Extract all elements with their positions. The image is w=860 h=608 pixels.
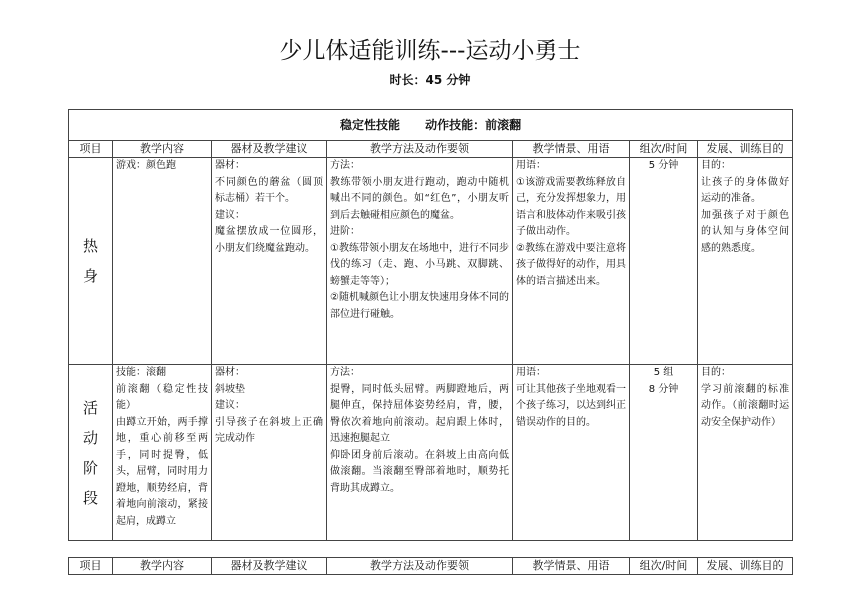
skill-banner: 稳定性技能 动作技能：前滚翻 xyxy=(69,110,793,141)
stage-cell: 活 动 阶 段 xyxy=(69,365,113,541)
header-cell: 组次/时间 xyxy=(630,558,698,575)
repeated-header-table xyxy=(68,557,793,575)
purpose-cell: 目的： 让孩子的身体做好运动的准备。 加强孩子对于颜色的认知与身体空间感的熟悉度。 xyxy=(698,158,793,365)
method-cell: 方法： 教练带领小朋友进行跑动，跑动中随机喊出不同的颜色。如“红色”，小朋友听到后去触碰相应颜色的魔盆。 进阶： ①教练带领小朋友在场地中，进行不同步伐的练习（走、跑、小马跳、双脚跳、螃蟹走等等）； ②随机喊颜色让小朋友快速用身体不同的部位进行碰触。 xyxy=(327,158,513,365)
scenario-cell: 用语： 可让其他孩子坐地观看一个孩子练习，以达到纠正错误动作的目的。 xyxy=(513,365,630,541)
table-row-activity xyxy=(69,365,793,541)
equipment-cell: 器材： 斜坡垫 建议： 引导孩子在斜坡上正确完成动作 xyxy=(212,365,327,541)
header-cell: 发展、训练目的 xyxy=(698,558,793,575)
header-cell: 发展、训练目的 xyxy=(698,141,793,158)
header-cell: 项目 xyxy=(69,558,113,575)
header-cell: 项目 xyxy=(69,141,113,158)
header-cell: 教学情景、用语 xyxy=(513,141,630,158)
header-row xyxy=(69,558,793,575)
time-cell: 5 分钟 xyxy=(630,158,698,365)
equipment-cell: 器材： 不同颜色的蘑盆（圆顶标志桶）若干个。 建议： 魔盆摆放成一位圆形，小朋友们绕魔盆跑动。 xyxy=(212,158,327,365)
header-cell: 教学方法及动作要领 xyxy=(327,558,513,575)
document-title: 少儿体适能训练---运动小勇士 xyxy=(279,38,581,64)
scenario-cell: 用语： ①该游戏需要教练释放自己，充分发挥想象力，用语言和肢体动作来吸引孩子做出动作。 ②教练在游戏中要注意将孩子做得好的动作，用具体的语言描述出来。 xyxy=(513,158,630,365)
time-cell: 5 组 8 分钟 xyxy=(630,365,698,541)
header-cell: 教学内容 xyxy=(113,141,212,158)
lesson-plan-table xyxy=(68,109,793,541)
table-row-warmup xyxy=(69,158,793,365)
header-cell: 组次/时间 xyxy=(630,141,698,158)
header-cell: 器材及教学建议 xyxy=(212,558,327,575)
purpose-cell: 目的： 学习前滚翻的标准动作。（前滚翻时运动安全保护动作） xyxy=(698,365,793,541)
duration-label: 时长：45 分钟 xyxy=(389,73,471,87)
header-row xyxy=(69,141,793,158)
header-cell: 教学内容 xyxy=(113,558,212,575)
content-cell: 技能：滚翻 前滚翻（稳定性技能） 由蹲立开始，两手撑地，重心前移至两手，同时提臀，低头，屈臂，同时用力蹬地，顺势经肩，背着地向前滚动，紧接起肩，成蹲立 xyxy=(113,365,212,541)
header-cell: 教学情景、用语 xyxy=(513,558,630,575)
stage-cell: 热 身 xyxy=(69,158,113,365)
header-cell: 教学方法及动作要领 xyxy=(327,141,513,158)
header-cell: 器材及教学建议 xyxy=(212,141,327,158)
content-cell: 游戏：颜色跑 xyxy=(113,158,212,365)
method-cell: 方法： 提臀，同时低头屈臂。两脚蹬地后，两腿伸直，保持屈体姿势经肩，背，腰，臀依次着地向前滚动。起肩跟上体时，迅速抱腿起立 仰卧团身前后滚动。在斜坡上由高向低做滚翻。当滚翻至臀部着地时，顺势托背助其成蹲立。 xyxy=(327,365,513,541)
